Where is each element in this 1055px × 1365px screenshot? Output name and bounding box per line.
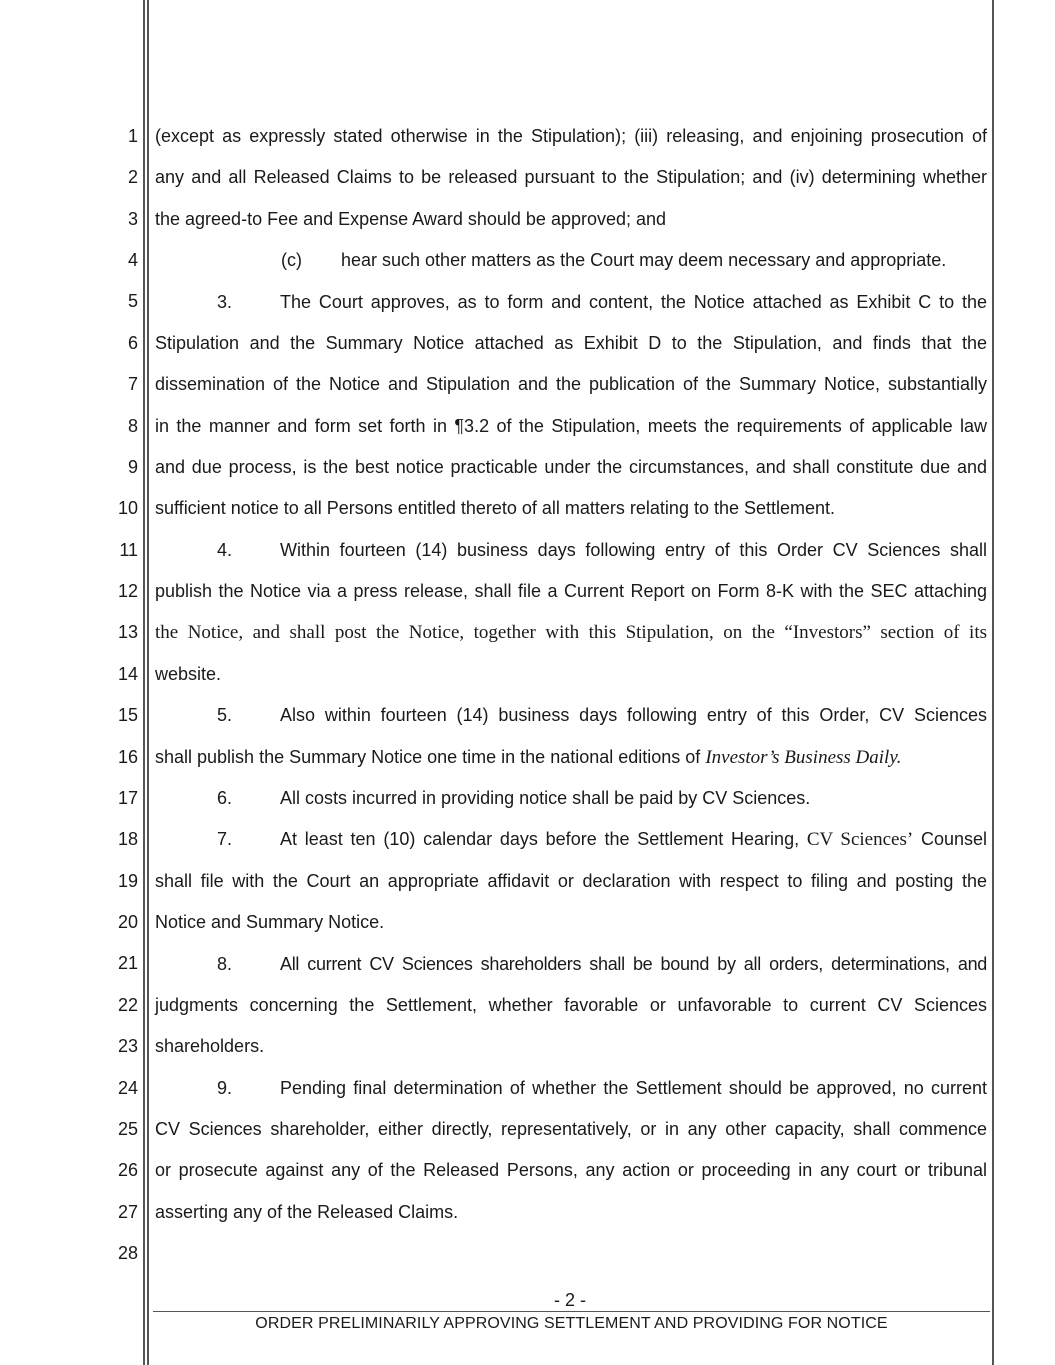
- text-line-27: asserting any of the Released Claims.: [155, 1202, 459, 1222]
- text-line-18-a: At least ten (10) calendar days before the Settlement Hearing,: [280, 829, 807, 849]
- paragraph-number-5: 5.: [217, 705, 233, 725]
- text-line-21: All current CV Sciences shareholders shall be bound by all orders, determinations, and: [280, 954, 987, 974]
- text-line-12: publish the Notice via a press release, shall file a Current Report on Form 8-K with the SEC attaching: [155, 581, 987, 601]
- line-number: 21: [117, 953, 138, 974]
- text-line-3: the agreed-to Fee and Expense Award should be approved; and: [155, 209, 667, 229]
- text-line-23: shareholders.: [155, 1036, 265, 1056]
- subparagraph-marker-c: (c): [281, 250, 302, 270]
- line-number: 8: [127, 415, 138, 436]
- line-number: 18: [117, 829, 138, 850]
- line-number: 4: [127, 250, 138, 271]
- paragraph-number-9: 9.: [217, 1078, 233, 1098]
- text-line-1: (except as expressly stated otherwise in the Stipulation); (iii) releasing, and enjoining prosecution of: [155, 126, 987, 146]
- text-line-2: any and all Released Claims to be released pursuant to the Stipulation; and (iv) determining whether: [155, 167, 987, 187]
- line-number: 5: [127, 291, 138, 312]
- text-line-19: shall file with the Court an appropriate affidavit or declaration with respect to filing and posting the: [155, 871, 987, 891]
- text-line-20: Notice and Summary Notice.: [155, 912, 385, 932]
- line-number: 17: [117, 787, 138, 808]
- text-line-15: Also within fourteen (14) business days following entry of this Order, CV Sciences: [280, 705, 987, 725]
- paragraph-number-6: 6.: [217, 788, 233, 808]
- publication-title: Investor’s Business Daily.: [705, 747, 902, 768]
- line-number: 24: [117, 1077, 138, 1098]
- text-line-4: hear such other matters as the Court may deem necessary and appropriate.: [341, 250, 947, 270]
- text-line-13: the Notice, and shall post the Notice, together with this Stipulation, on the “Investors” section of its: [155, 622, 987, 643]
- text-line-11: Within fourteen (14) business days following entry of this Order CV Sciences shall: [280, 540, 987, 560]
- text-line-14: website.: [155, 664, 222, 684]
- line-number: 15: [117, 705, 138, 726]
- line-number: 27: [117, 1201, 138, 1222]
- left-margin-rule-outer: [143, 0, 145, 1365]
- right-margin-rule: [992, 0, 994, 1365]
- text-line-24: Pending final determination of whether the Settlement should be approved, no current: [280, 1078, 987, 1098]
- text-line-18-serif: CV Sciences’: [806, 829, 914, 850]
- line-number: 14: [117, 663, 138, 684]
- text-line-6: Stipulation and the Summary Notice attached as Exhibit D to the Stipulation, and finds that the: [155, 333, 987, 353]
- line-number: 9: [127, 456, 138, 477]
- text-line-26: or prosecute against any of the Released Persons, any action or proceeding in any court or tribunal: [155, 1160, 987, 1180]
- line-number: 25: [117, 1118, 138, 1139]
- line-number: 3: [127, 208, 138, 229]
- line-number: 11: [119, 539, 138, 560]
- text-line-18-b: Counsel: [913, 829, 988, 849]
- line-number: 6: [127, 332, 138, 353]
- left-margin-rule-inner: [147, 0, 149, 1365]
- text-line-16-plain: shall publish the Summary Notice one time in the national editions of: [155, 747, 706, 767]
- text-line-5: The Court approves, as to form and content, the Notice attached as Exhibit C to the: [280, 292, 987, 312]
- line-number: 7: [127, 374, 138, 395]
- line-number: 16: [117, 746, 138, 767]
- text-line-7: dissemination of the Notice and Stipulation and the publication of the Summary Notice, substantially: [155, 374, 987, 394]
- paragraph-number-8: 8.: [217, 954, 233, 974]
- line-number: 12: [117, 581, 138, 602]
- paragraph-number-7: 7.: [217, 829, 233, 849]
- page-number: - 2 -: [553, 1290, 586, 1310]
- line-number: 1: [127, 126, 138, 146]
- text-line-25: CV Sciences shareholder, either directly, representatively, or in any other capacity, shall commence: [155, 1119, 987, 1139]
- text-line-18: [280, 828, 987, 851]
- paragraph-number-4: 4.: [217, 540, 233, 560]
- paragraph-number-3: 3.: [217, 292, 233, 312]
- text-line-9: and due process, is the best notice practicable under the circumstances, and shall constitute due and: [155, 457, 987, 477]
- line-number: 23: [117, 1036, 138, 1057]
- line-number: 10: [117, 498, 138, 519]
- line-number: 2: [127, 167, 138, 188]
- text-line-8: in the manner and form set forth in ¶3.2 of the Stipulation, meets the requirements of applicable law: [155, 416, 987, 436]
- line-number: 28: [117, 1242, 138, 1263]
- line-number: 20: [117, 912, 138, 933]
- footer-title: ORDER PRELIMINARILY APPROVING SETTLEMENT AND PROVIDING FOR NOTICE: [255, 1315, 888, 1332]
- text-line-16: [155, 746, 987, 769]
- line-number: 22: [117, 994, 138, 1015]
- line-number: 26: [117, 1160, 138, 1181]
- text-line-10: sufficient notice to all Persons entitled thereto of all matters relating to the Settlement.: [155, 498, 836, 518]
- line-number: 19: [117, 870, 138, 891]
- text-line-17: All costs incurred in providing notice shall be paid by CV Sciences.: [280, 788, 811, 808]
- text-line-22: judgments concerning the Settlement, whether favorable or unfavorable to current CV Sciences: [155, 995, 987, 1015]
- line-number: 13: [117, 622, 138, 643]
- footer-divider: [153, 1311, 990, 1312]
